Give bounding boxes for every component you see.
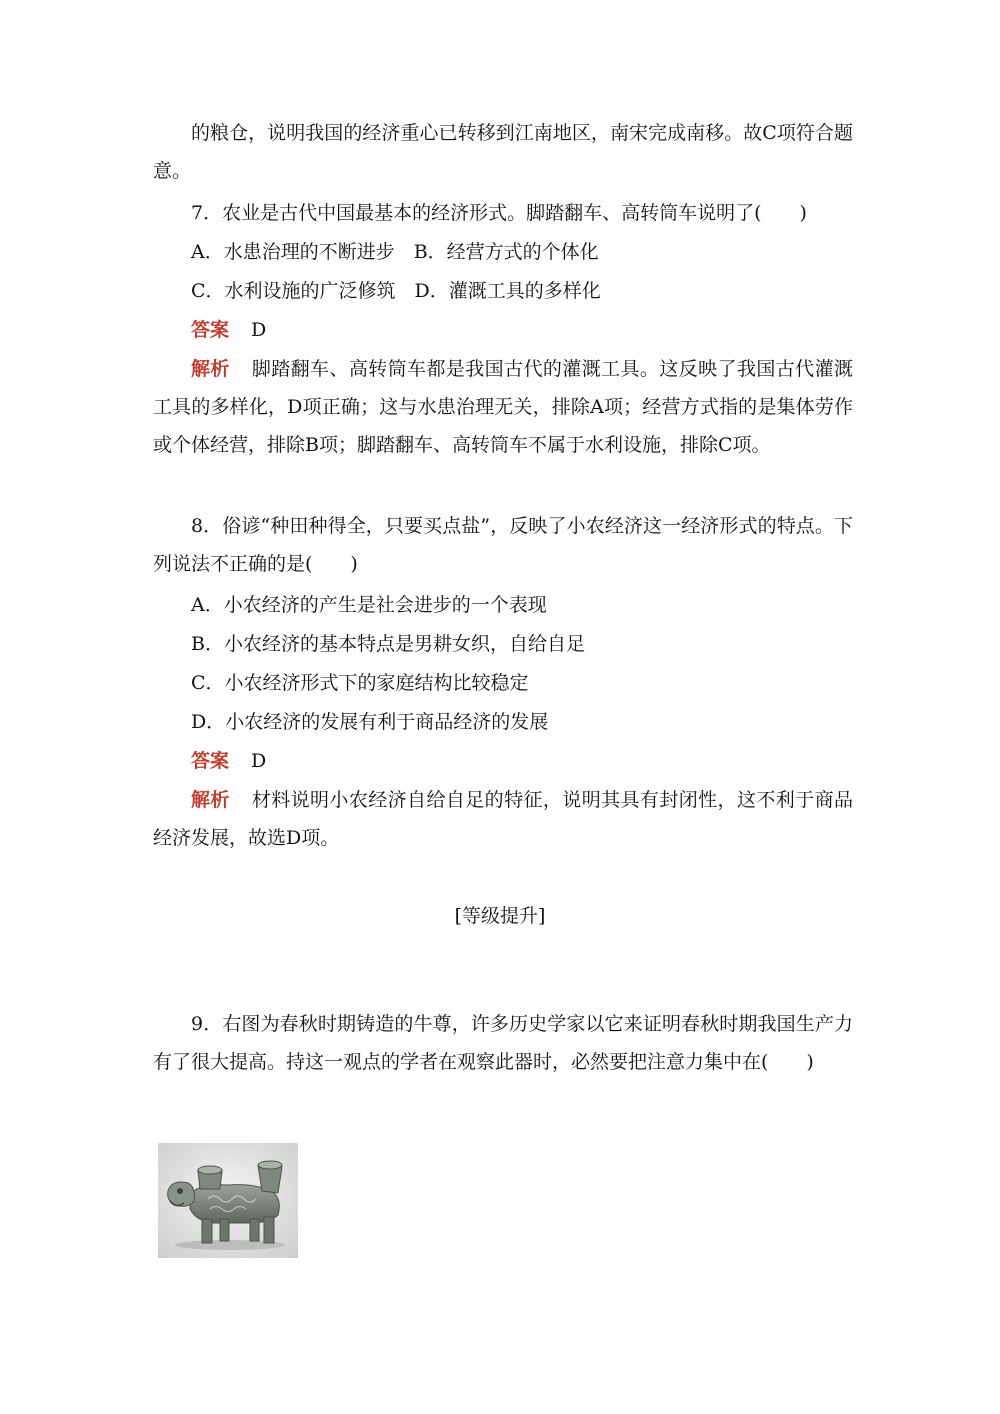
section-title: [等级提升] xyxy=(454,905,546,927)
continued-paragraph: 的粮仓，说明我国的经济重心已转移到江南地区，南宋完成南移。故C项符合题意。 xyxy=(153,122,853,182)
bronze-ox-zun-image xyxy=(158,1143,298,1258)
analysis-text: 脚踏翻车、高转筒车都是我国古代的灌溉工具。这反映了我国古代灌溉工具的多样化，D项正确；这与水患治理无关，排除A项；经营方式指的是集体劳作或个体经营，排除B项；脚踏翻车、高转筒车不属于水利设施，排除C项。 xyxy=(153,358,853,456)
question-7-analysis xyxy=(153,350,853,464)
question-8-stem: 8．俗谚“种田种得全，只要买点盐”，反映了小农经济这一经济形式的特点。下列说法不正确的是( ) xyxy=(153,515,853,575)
question-8-option-d: D．小农经济的发展有利于商品经济的发展 xyxy=(191,711,549,733)
answer-value: D xyxy=(251,319,267,341)
analysis-label: 解析 xyxy=(191,789,230,811)
answer-value: D xyxy=(251,750,267,772)
question-8-option-a: A．小农经济的产生是社会进步的一个表现 xyxy=(191,594,547,616)
analysis-text: 材料说明小农经济自给自足的特征，说明其具有封闭性，这不利于商品经济发展，故选D项。 xyxy=(153,789,853,849)
question-7-stem: 7．农业是古代中国最基本的经济形式。脚踏翻车、高转筒车说明了( ) xyxy=(191,202,807,224)
question-7-answer xyxy=(191,311,266,349)
question-9-stem: 9．右图为春秋时期铸造的牛尊，许多历史学家以它来证明春秋时期我国生产力有了很大提高。持这一观点的学者在观察此器时，必然要把注意力集中在( ) xyxy=(153,1013,853,1073)
question-7-options-cd: C．水利设施的广泛修筑 D．灌溉工具的多样化 xyxy=(191,280,601,302)
question-8-analysis xyxy=(153,781,853,857)
answer-label: 答案 xyxy=(191,319,230,341)
question-8-answer xyxy=(191,742,266,780)
answer-label: 答案 xyxy=(191,750,230,772)
question-7-options-ab: A．水患治理的不断进步 B．经营方式的个体化 xyxy=(191,241,599,263)
question-8-option-c: C．小农经济形式下的家庭结构比较稳定 xyxy=(191,672,529,694)
analysis-label: 解析 xyxy=(191,358,230,380)
question-8-option-b: B．小农经济的基本特点是男耕女织，自给自足 xyxy=(191,633,585,655)
ox-vessel-illustration xyxy=(158,1143,298,1258)
